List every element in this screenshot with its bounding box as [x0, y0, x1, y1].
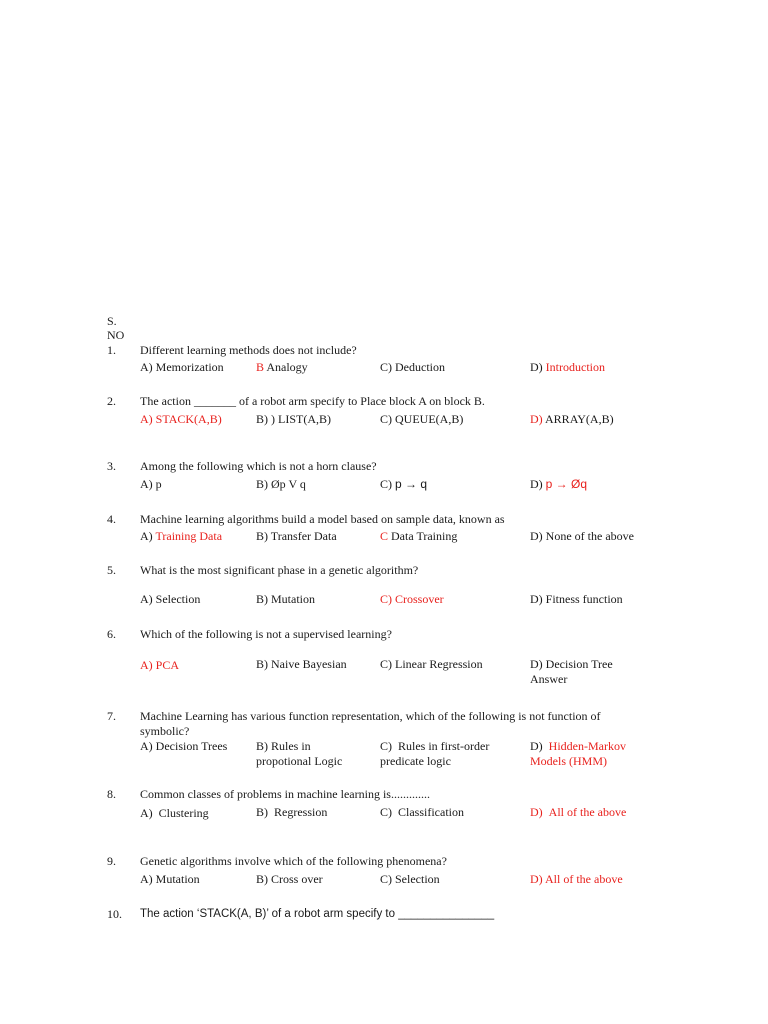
question-number: 1.: [107, 343, 116, 357]
option-c: C) Deduction: [380, 360, 445, 374]
question-text: Genetic algorithms involve which of the following phenomena?: [140, 854, 447, 868]
option-d: D) Fitness function: [530, 592, 623, 606]
option-b: B) Transfer Data: [256, 529, 337, 543]
option-d: D) p → Øq: [530, 477, 588, 491]
option-a: A) Decision Trees: [140, 739, 228, 753]
option-c: C) Linear Regression: [380, 657, 483, 671]
option-a: A) p: [140, 477, 162, 491]
question-number: 7.: [107, 709, 116, 723]
sno-header-line1: S.: [107, 314, 117, 328]
option-c-line2: predicate logic: [380, 754, 451, 768]
option-c: C) Selection: [380, 872, 440, 886]
option-c: C) p → q: [380, 477, 428, 491]
option-b: B Analogy: [256, 360, 308, 374]
option-b: B) Cross over: [256, 872, 323, 886]
question-number: 9.: [107, 854, 116, 868]
option-a: A) STACK(A,B): [140, 412, 222, 426]
question-number: 2.: [107, 394, 116, 408]
option-d: D) None of the above: [530, 529, 634, 543]
option-d-line2: Answer: [530, 672, 568, 686]
option-c: C) Rules in first-order predicate logic: [380, 739, 490, 768]
option-d: D) Hidden-Markov Models (HMM): [530, 739, 626, 768]
option-d: D) All of the above: [530, 872, 623, 886]
question-number: 4.: [107, 512, 116, 526]
option-b-line2: propotional Logic: [256, 754, 343, 768]
sno-header-line2: NO: [107, 328, 125, 342]
question-text: The action ‘STACK(A, B)’ of a robot arm specify to _______________: [140, 908, 495, 920]
option-b: B) Regression: [256, 805, 328, 819]
option-a: A) Memorization: [140, 360, 224, 374]
question-text: What is the most significant phase in a genetic algorithm?: [140, 563, 419, 577]
option-b: B) ) LIST(A,B): [256, 412, 331, 426]
question-number: 5.: [107, 563, 116, 577]
option-a: A) Clustering: [140, 806, 209, 820]
option-a: A) PCA: [140, 658, 180, 672]
question-text: Which of the following is not a supervised learning?: [140, 627, 392, 641]
option-a: A) Mutation: [140, 872, 200, 886]
question-number: 8.: [107, 787, 116, 801]
option-b: B) Mutation: [256, 592, 315, 606]
question-text: Machine Learning has various function representation, which of the following is not function of symbolic?: [140, 709, 601, 738]
option-b: B) Naive Bayesian: [256, 657, 347, 671]
option-c: C Data Training: [380, 529, 458, 543]
option-c: C) Crossover: [380, 592, 444, 606]
question-text: Common classes of problems in machine learning is.............: [140, 787, 430, 801]
option-d-line2: Models (HMM): [530, 754, 607, 768]
option-a: A) Selection: [140, 592, 201, 606]
option-b: B) Øp V q: [256, 477, 306, 491]
question-number: 3.: [107, 459, 116, 473]
option-b: B) Rules in propotional Logic: [256, 739, 343, 768]
question-number: 10.: [107, 907, 122, 921]
question-text: Among the following which is not a horn clause?: [140, 459, 377, 473]
option-d: D) Introduction: [530, 360, 605, 374]
option-c: C) Classification: [380, 805, 464, 819]
question-text: The action _______ of a robot arm specify to Place block A on block B.: [140, 394, 485, 408]
question-number: 6.: [107, 627, 116, 641]
option-a: A) Training Data: [140, 529, 223, 543]
option-c: C) QUEUE(A,B): [380, 412, 464, 426]
option-d: D) ARRAY(A,B): [530, 412, 614, 426]
sno-header: [107, 314, 124, 342]
option-d: D) All of the above: [530, 805, 627, 819]
option-d: D) Decision Tree Answer: [530, 657, 613, 686]
question-text: Machine learning algorithms build a model based on sample data, known as: [140, 512, 505, 526]
question-text: Different learning methods does not include?: [140, 343, 357, 357]
